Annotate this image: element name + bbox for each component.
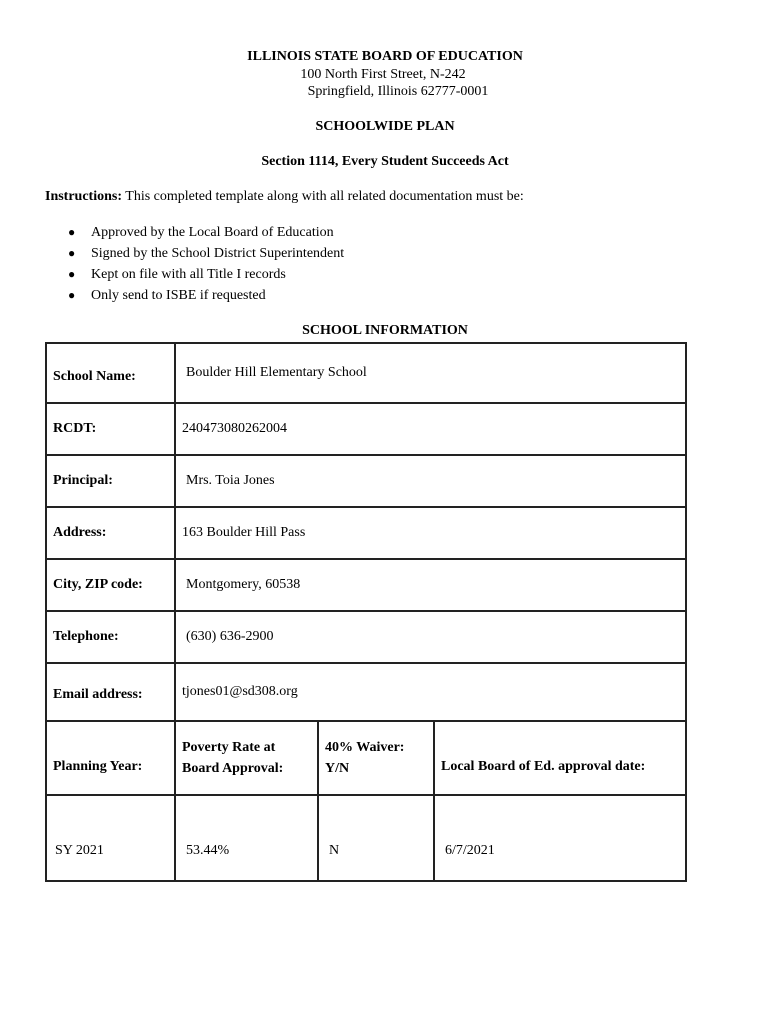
address-label: Address: (46, 507, 175, 559)
table-row (46, 507, 686, 559)
list-item-text: Approved by the Local Board of Education (91, 225, 334, 240)
school-name-label: School Name: (46, 343, 175, 403)
poverty-rate-label-line-2: Board Approval: (182, 761, 284, 776)
bullet-icon: ● (68, 246, 76, 260)
list-item (68, 287, 344, 308)
plan-title: SCHOOLWIDE PLAN (315, 119, 455, 134)
city-zip-value: Montgomery, 60538 (175, 559, 686, 611)
table-row (46, 455, 686, 507)
poverty-rate-value: 53.44% (175, 795, 318, 881)
bullet-icon: ● (68, 288, 76, 302)
instructions (45, 188, 524, 205)
table-row (46, 559, 686, 611)
principal-label: Principal: (46, 455, 175, 507)
telephone-value: (630) 636-2900 (175, 611, 686, 663)
waiver-label-line-1: 40% Waiver: (325, 740, 405, 755)
table-row (46, 403, 686, 455)
rcdt-value: 240473080262004 (175, 403, 686, 455)
address-value: 163 Boulder Hill Pass (175, 507, 686, 559)
board-approval-date: 6/7/2021 (434, 795, 686, 881)
table-row (46, 795, 686, 881)
bullet-icon: ● (68, 267, 76, 281)
telephone-label: Telephone: (46, 611, 175, 663)
email-label: Email address: (46, 663, 175, 721)
table-row (46, 663, 686, 721)
waiver-label (318, 721, 434, 795)
planning-year-label: Planning Year: (46, 721, 175, 795)
table-row (46, 343, 686, 403)
org-name: ILLINOIS STATE BOARD OF EDUCATION (247, 49, 523, 64)
school-name-value: Boulder Hill Elementary School (175, 343, 686, 403)
waiver-value: N (318, 795, 434, 881)
board-approval-label: Local Board of Ed. approval date: (434, 721, 686, 795)
email-value: tjones01@sd308.org (175, 663, 686, 721)
table-row (46, 721, 686, 795)
list-item-text: Only send to ISBE if requested (91, 288, 266, 303)
planning-year-value: SY 2021 (46, 795, 175, 881)
list-item-text: Signed by the School District Superintendent (91, 246, 345, 261)
waiver-label-line-2: Y/N (325, 761, 350, 776)
instructions-text: This completed template along with all related documentation must be: (122, 189, 524, 204)
principal-value: Mrs. Toia Jones (175, 455, 686, 507)
list-item (68, 224, 344, 245)
city-zip-label: City, ZIP code: (46, 559, 175, 611)
address-line-1: 100 North First Street, N-242 (300, 67, 466, 82)
school-info-title: SCHOOL INFORMATION (302, 323, 468, 338)
rcdt-label: RCDT: (46, 403, 175, 455)
poverty-rate-label-line-1: Poverty Rate at (182, 740, 276, 755)
list-item (68, 266, 344, 287)
section-title: Section 1114, Every Student Succeeds Act (261, 154, 509, 169)
list-item-text: Kept on file with all Title I records (91, 267, 286, 282)
list-item (68, 245, 344, 266)
instructions-label: Instructions: (45, 189, 123, 204)
poverty-rate-label (175, 721, 318, 795)
instructions-list (68, 224, 344, 308)
address-line-2: Springfield, Illinois 62777-0001 (307, 84, 489, 99)
table-row (46, 611, 686, 663)
school-info-table (45, 342, 687, 882)
bullet-icon: ● (68, 225, 76, 239)
